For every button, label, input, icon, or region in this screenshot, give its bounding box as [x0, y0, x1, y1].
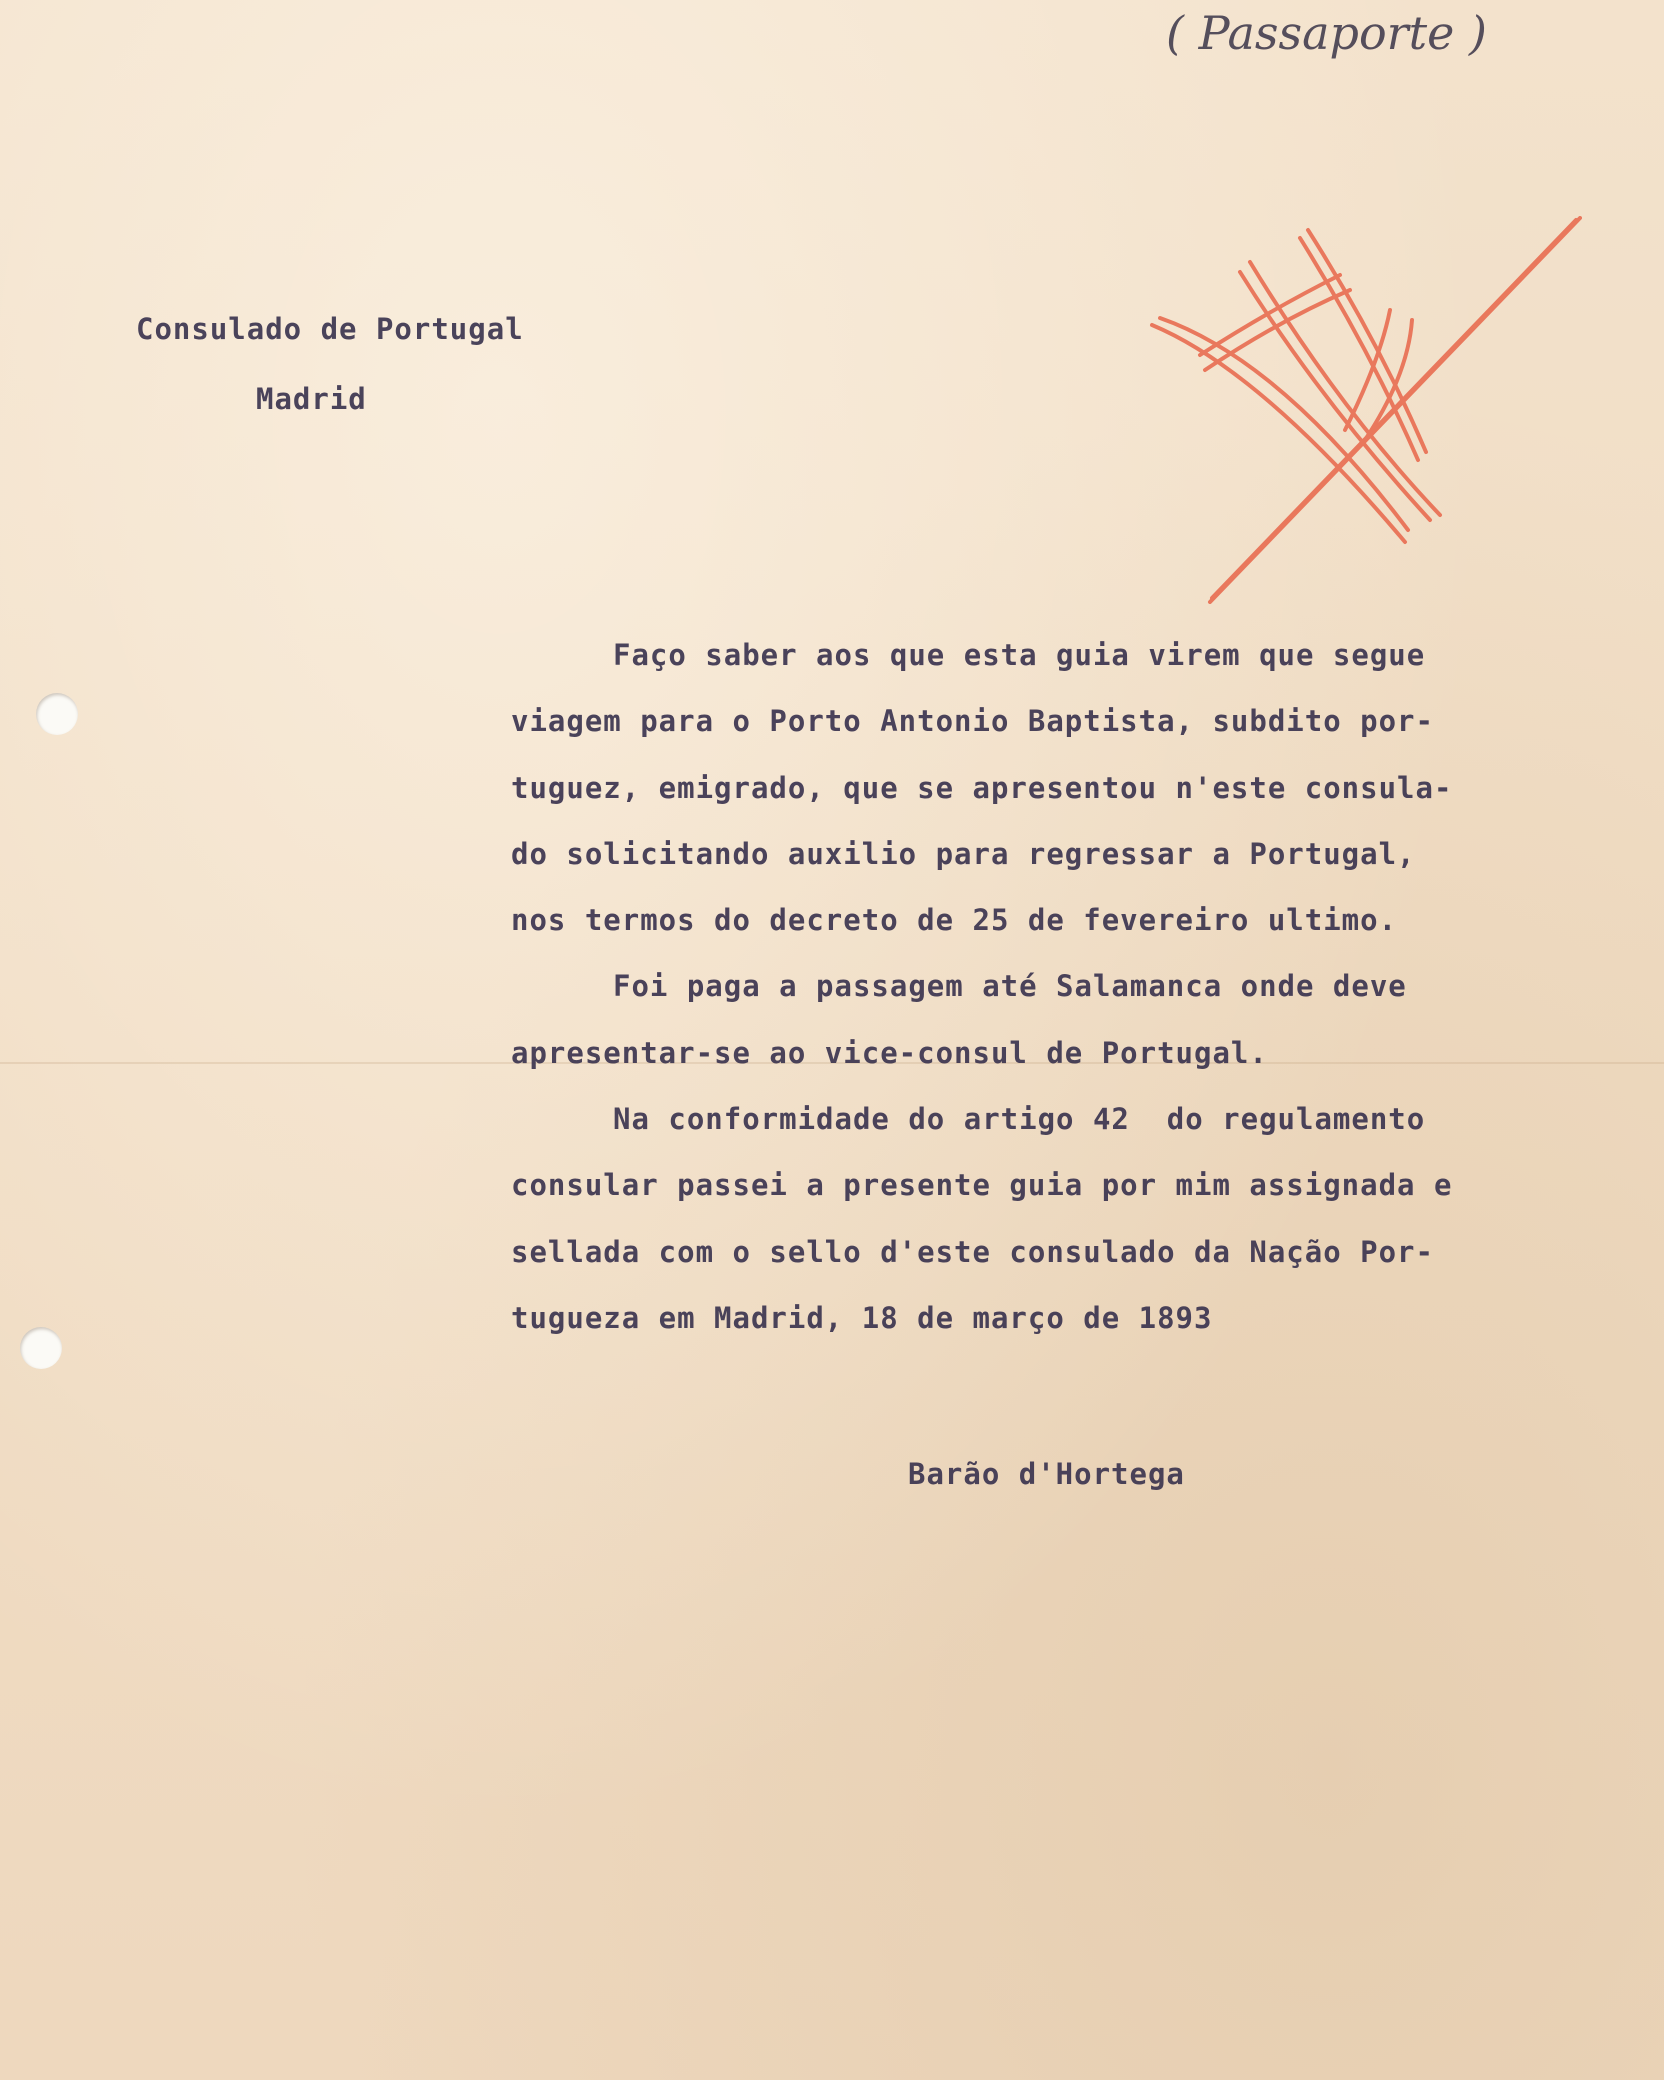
- consulate-name: Consulado de Portugal: [136, 312, 524, 346]
- body-line: tuguez, emigrado, que se apresentou n'este consula-: [511, 770, 1453, 805]
- punch-hole-top: [36, 693, 78, 735]
- signature: Barão d'Hortega: [908, 1457, 1185, 1491]
- body-line: sellada com o sello d'este consulado da Nação Por-: [511, 1234, 1434, 1269]
- body-line: Na conformidade do artigo 42 do regulamento: [613, 1102, 1426, 1137]
- punch-hole-bottom: [20, 1327, 62, 1369]
- body-line: Faço saber aos que esta guia virem que segue: [613, 638, 1426, 672]
- body-line: apresentar-se ao vice-consul de Portugal.: [511, 1035, 1268, 1070]
- consulate-city: Madrid: [256, 382, 367, 416]
- red-crayon-check-mark: [1140, 200, 1600, 610]
- letter-body: [511, 622, 1551, 1351]
- body-line: viagem para o Porto Antonio Baptista, subdito por-: [511, 704, 1434, 739]
- handwritten-annotation: ( Passaporte ): [1166, 6, 1487, 60]
- body-line: tugueza em Madrid, 18 de março de 1893: [511, 1300, 1213, 1335]
- body-line: nos termos do decreto de 25 de fevereiro ultimo.: [511, 903, 1398, 938]
- body-line: Foi paga a passagem até Salamanca onde deve: [613, 969, 1407, 1004]
- body-line: do solicitando auxilio para regressar a Portugal,: [511, 836, 1416, 871]
- body-line: consular passei a presente guia por mim assignada e: [511, 1168, 1453, 1203]
